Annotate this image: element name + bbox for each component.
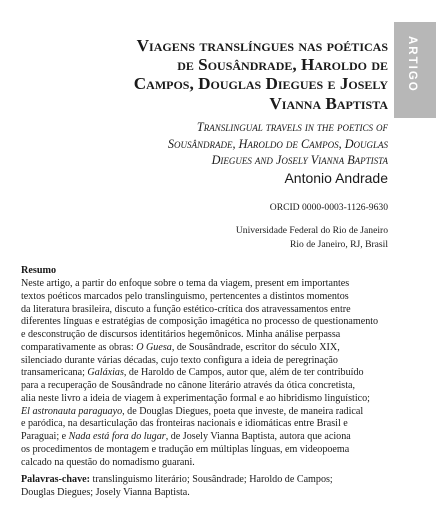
subtitle-line: Diegues and Josely Vianna Baptista xyxy=(211,153,388,168)
article-title xyxy=(128,36,388,113)
abstract-text: , de Sousândrade, escritor do século XIX, xyxy=(171,341,340,353)
author-name: Antonio Andrade xyxy=(284,170,388,186)
article-subtitle xyxy=(128,119,388,169)
affiliation-institution: Universidade Federal do Rio de Janeiro xyxy=(235,225,388,236)
section-tab xyxy=(394,22,436,118)
abstract-text: comparativamente as obras: xyxy=(21,341,137,353)
abstract-text: Paraguai; e xyxy=(21,431,69,442)
abstract-text: alia neste livro a ideia de viagem à experimentação formal e ao hibridismo linguístico; xyxy=(21,392,370,404)
abstract-line xyxy=(21,278,413,291)
abstract-line xyxy=(21,304,413,317)
title-line: Vianna Baptista xyxy=(269,93,388,113)
title-line: Viagens translíngues nas poéticas xyxy=(136,36,388,55)
abstract-text: os procedimentos de montagem e tradução em múltiplas línguas, em videopoema xyxy=(21,443,350,455)
abstract-line xyxy=(21,457,413,470)
abstract-text: calcado na questão do nomadismo guarani. xyxy=(21,456,195,468)
abstract-line xyxy=(21,355,413,368)
section-label: ARTIGO xyxy=(406,36,418,93)
abstract-text: e paródica, na desarticulação das fronteiras nacionais e idiomáticas entre Brasil e xyxy=(21,418,348,430)
affiliation-location: Rio de Janeiro, RJ, Brasil xyxy=(289,238,388,250)
title-line: Campos, Douglas Diegues e Josely xyxy=(133,74,388,94)
abstract-line xyxy=(21,431,413,444)
abstract-text: transamericana; xyxy=(21,367,88,379)
abstract-body xyxy=(21,278,413,469)
keywords-label: Palavras-chave: xyxy=(21,474,90,485)
abstract-line xyxy=(21,329,413,342)
keywords-list: translinguismo literário; Sousândrade; Haroldo de Campos; xyxy=(89,474,333,485)
subtitle-line: Translingual travels in the poetics of xyxy=(196,119,388,134)
abstract-line xyxy=(21,380,413,393)
abstract-line xyxy=(21,444,413,457)
affiliation xyxy=(236,224,388,251)
title-line: de Sousândrade, Haroldo de xyxy=(177,55,388,75)
abstract-line xyxy=(21,316,413,329)
keywords xyxy=(21,474,413,500)
abstract-text: , de Josely Vianna Baptista, autora que aciona xyxy=(165,431,351,442)
abstract-line xyxy=(21,406,413,419)
keywords-list-cont: Douglas Diegues; Josely Vianna Baptista. xyxy=(21,486,190,498)
work-title: Nada está fora do lugar xyxy=(68,431,166,442)
abstract-line xyxy=(21,418,413,431)
abstract-text: para a recuperação de Sousândrade no cânone literário através da ótica concretista, xyxy=(21,380,356,391)
abstract-text: , de Douglas Diegues, poeta que investe, de maneira radical xyxy=(122,405,364,417)
abstract-line xyxy=(21,367,413,380)
abstract-heading: Resumo xyxy=(21,265,57,276)
work-title: Galáxias xyxy=(87,367,124,379)
abstract-text: e desconstrução de discursos identitários hegemônicos. Minha análise perpassa xyxy=(21,329,341,340)
abstract-text: textos poéticos marcados pelo translinguismo, pertencentes a distintos momentos xyxy=(21,290,349,302)
abstract-line xyxy=(21,342,413,355)
orcid-id: ORCID 0000-0003-1126-9630 xyxy=(269,202,388,213)
work-title: El astronauta paraguayo xyxy=(21,405,123,417)
abstract-text: silenciado durante várias décadas, cujo texto configura a ideia de peregrinação xyxy=(21,354,338,366)
title-block xyxy=(128,36,388,169)
abstract-text: diferentes línguas e estratégias de composição imagética no processo de questionamento xyxy=(21,316,379,328)
abstract-text: Neste artigo, a partir do enfoque sobre o tema da viagem, present em importantes xyxy=(21,278,350,289)
abstract-text: , de Haroldo de Campos, autor que, além de ter contribuído xyxy=(123,367,364,379)
abstract-line xyxy=(21,393,413,406)
abstract-text: da literatura brasileira, discuto a função estético-crítica dos atravessamentos entre xyxy=(21,303,351,315)
abstract-line xyxy=(21,291,413,304)
subtitle-line: Sousândrade, Haroldo de Campos, Douglas xyxy=(167,136,388,151)
work-title: O Guesa xyxy=(136,341,172,353)
